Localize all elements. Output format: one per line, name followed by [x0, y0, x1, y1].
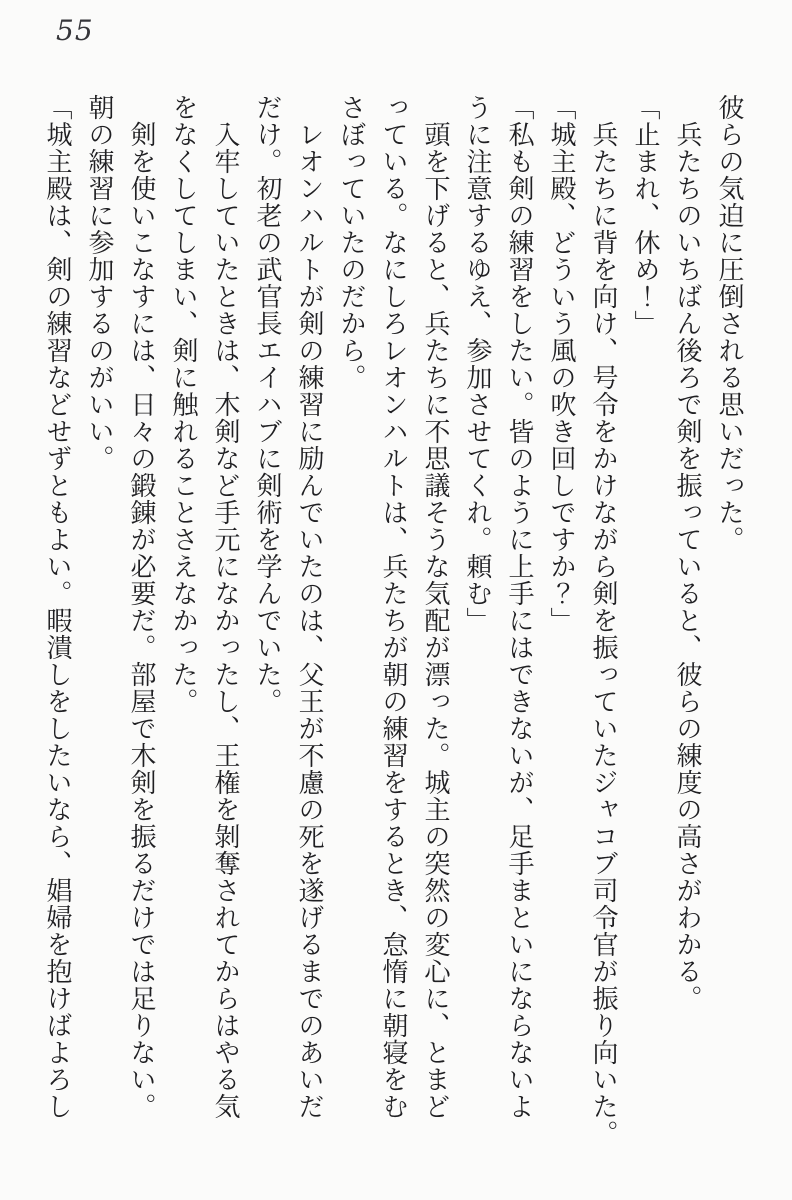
text-line: 入牢していたときは、木剣など手元になかったし、王権を剝奪されてからはやる気	[210, 121, 240, 1120]
text-line: 兵たちのいちばん後ろで剣を振っていると、彼らの練度の高さがわかる。	[672, 121, 702, 1012]
text-line: 剣を使いこなすには、日々の鍛錬が必要だ。部屋で木剣を振るだけでは足りない。	[126, 121, 156, 1120]
text-line: さぼっていたのだから。	[336, 94, 366, 391]
text-line: 「城主殿、どういう風の吹き回しですか？」	[546, 94, 576, 634]
text-line: 「私も剣の練習をしたい。皆のように上手にはできないが、足手まといにならないよ	[504, 94, 534, 1120]
text-line: 頭を下げると、兵たちに不思議そうな気配が漂った。城主の突然の変心に、とまど	[420, 121, 450, 1120]
text-line: 兵たちに背を向け、号令をかけながら剣を振っていたジャコブ司令官が振り向いた。	[588, 121, 618, 1147]
novel-text	[36, 94, 750, 1174]
page-number: 55	[56, 14, 94, 47]
text-line: をなくしてしまい、剣に触れることさえなかった。	[168, 94, 198, 715]
text-line: だけ。初老の武官長エイハブに剣術を学んでいた。	[252, 94, 282, 715]
text-line: 朝の練習に参加するのがいい。	[84, 94, 114, 472]
text-line: っている。なにしろレオンハルトは、兵たちが朝の練習をするとき、怠惰に朝寝をむ	[378, 94, 408, 1120]
text-line: うに注意するゆえ、参加させてくれ。頼む」	[462, 94, 492, 634]
text-line: 「城主殿は、剣の練習などせずともよい。暇潰しをしたいなら、娼婦を抱けばよろし	[42, 94, 72, 1120]
text-line: 「止まれ、休め！」	[630, 94, 660, 337]
text-line: 彼らの気迫に圧倒される思いだった。	[714, 94, 744, 553]
text-line: レオンハルトが剣の練習に励んでいたのは、父王が不慮の死を遂げるまでのあいだ	[294, 121, 324, 1120]
